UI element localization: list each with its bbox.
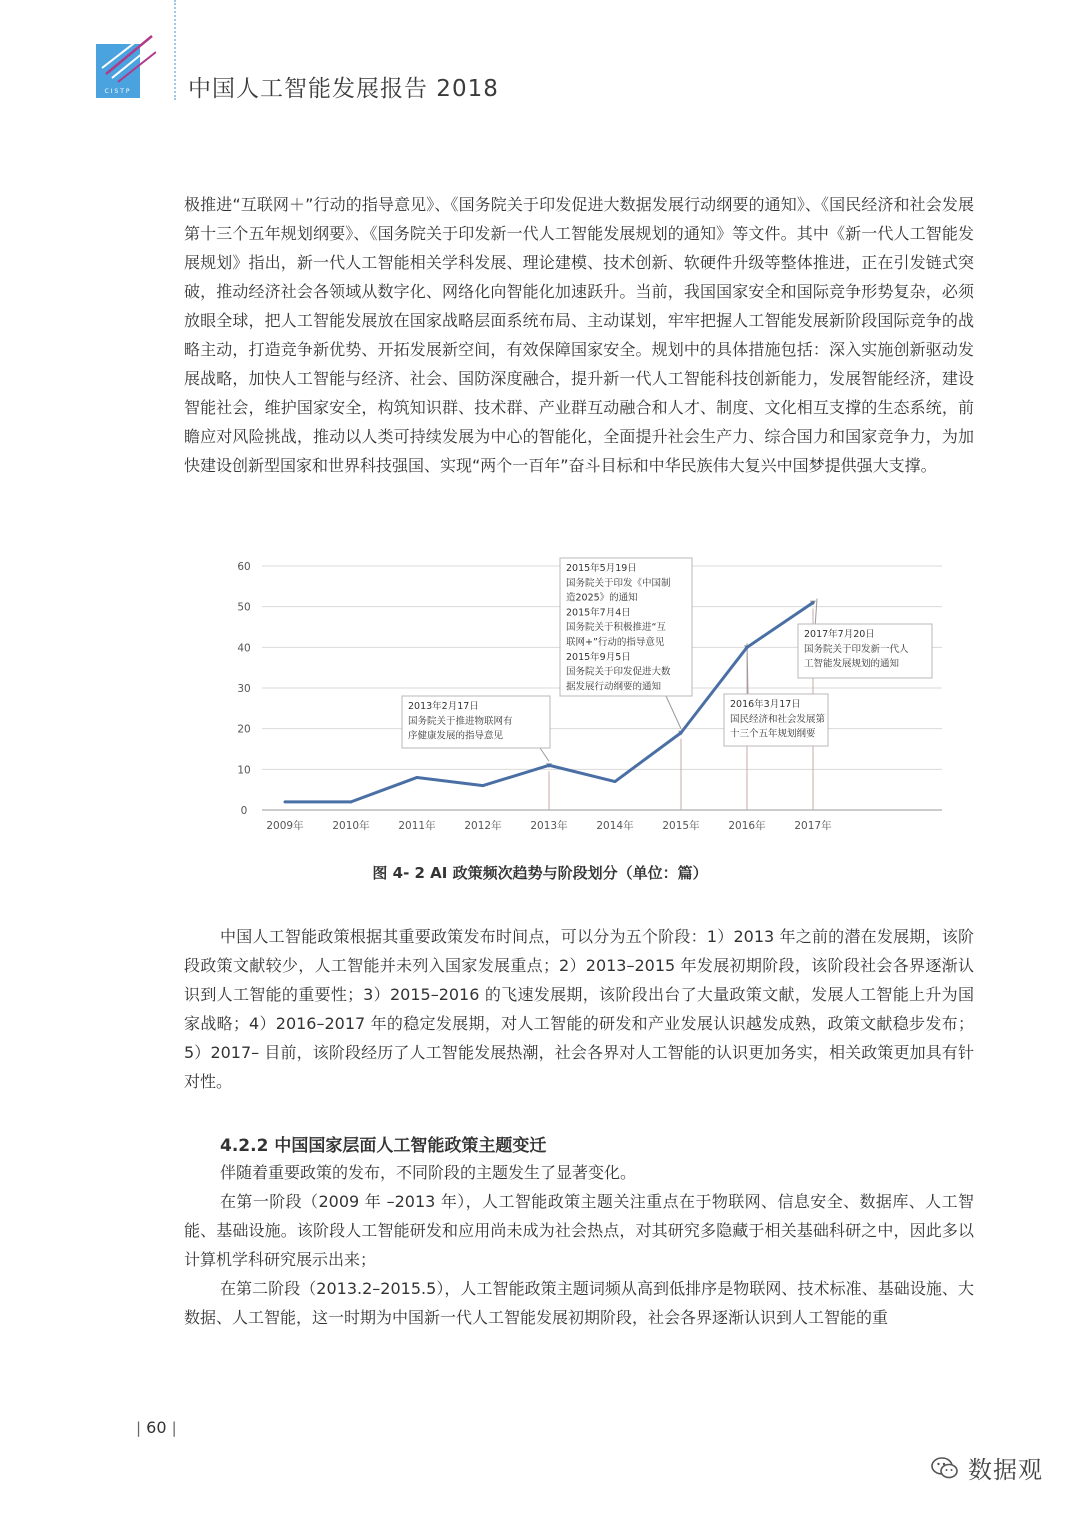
- annotation-text: 国务院关于印发促进大数: [566, 666, 671, 678]
- chart-svg: [222, 552, 962, 842]
- data-point: [350, 800, 353, 803]
- data-point: [284, 800, 287, 803]
- body-paragraph-3a: 伴随着重要政策的发布，不同阶段的主题发生了显著变化。: [220, 1163, 637, 1182]
- header-divider: [174, 0, 176, 100]
- logo-text: CISTP: [104, 88, 132, 95]
- annotation-text: 2015年9月5日: [566, 651, 631, 663]
- y-tick-label: 20: [237, 723, 251, 736]
- figure-caption: 图 4- 2 AI 政策频次趋势与阶段划分（单位：篇）: [372, 864, 708, 882]
- data-point: [416, 776, 419, 779]
- annotation-text: 2015年7月4日: [566, 607, 631, 619]
- body-paragraph-2: 中国人工智能政策根据其重要政策发布时间点，可以分为五个阶段：1）2013 年之前的潜在发展期，该阶段政策文献较少，人工智能并未列入国家发展重点；2）2013–2015 年发展初期阶段，该阶段社会各界逐渐认识到人工智能的重要性；3）2015–2016 的飞速发展期，该阶段出台了大量政策文献，发展人工智能上升为国家战略；4）2016–2017 年的稳定发展期，对人工智能的研发和产业发展认识越发成熟，政策文献稳步发布；5）2017– 目前，该阶段经历了人工智能发展热潮，社会各界对人工智能的认识更加务实，相关政策更加具有针对性。: [184, 927, 974, 1091]
- x-tick-label: 2012年: [464, 820, 502, 832]
- annotation-text: 2016年3月17日: [730, 699, 801, 710]
- annotation-text: 2013年2月17日: [408, 701, 479, 712]
- annotation-text: 2015年5月19日: [566, 563, 637, 574]
- annotation-text: 联网+”行动的指导意见: [566, 637, 665, 648]
- annotation-text: 造2025》的通知: [566, 592, 638, 604]
- x-tick-label: 2017年: [794, 820, 832, 832]
- page-number-bar-right: |: [171, 1419, 177, 1437]
- running-title: 中国人工智能发展报告 2018: [188, 76, 499, 102]
- data-point: [482, 784, 485, 787]
- annotation-text: 2017年7月20日: [804, 629, 875, 640]
- page-number: [136, 1418, 177, 1437]
- y-tick-label: 40: [237, 642, 251, 655]
- y-tick-label: 0: [240, 805, 248, 817]
- annotation-pointer: [540, 748, 549, 761]
- x-tick-label: 2010年: [332, 820, 370, 832]
- watermark-text: 数据观: [968, 1456, 1043, 1484]
- policy-frequency-chart: [222, 552, 962, 842]
- x-tick-label: 2015年: [662, 820, 700, 832]
- annotation-text: 十三个五年规划纲要: [730, 728, 816, 740]
- annotation-text: 工智能发展规划的通知: [804, 658, 900, 670]
- annotation-text: 国务院关于推进物联网有: [408, 715, 513, 727]
- data-point: [548, 764, 551, 767]
- watermark: [930, 1450, 1043, 1485]
- x-tick-label: 2009年: [266, 820, 304, 832]
- y-tick-label: 50: [237, 601, 251, 614]
- annotation-text: 国务院关于印发《中国制: [566, 577, 671, 589]
- annotation-text: 据发展行动纲要的通知: [566, 681, 662, 693]
- page-number-value: 60: [146, 1418, 167, 1437]
- y-tick-label: 60: [237, 561, 251, 573]
- annotation-text: 国务院关于印发新一代人: [804, 643, 909, 655]
- data-point: [746, 646, 749, 649]
- x-tick-label: 2014年: [596, 820, 634, 832]
- data-point: [614, 780, 617, 783]
- wechat-icon: [930, 1455, 960, 1481]
- page-number-bar-left: |: [136, 1419, 142, 1437]
- annotation-text: 序健康发展的指导意见: [408, 730, 504, 742]
- x-tick-label: 2016年: [728, 820, 766, 832]
- data-point: [812, 601, 815, 604]
- x-tick-label: 2011年: [398, 820, 436, 832]
- data-point: [680, 731, 683, 734]
- y-tick-label: 10: [237, 764, 251, 777]
- annotation-text: 国务院关于积极推进“互: [566, 622, 666, 634]
- body-paragraph-3b: 在第一阶段（2009 年 –2013 年），人工智能政策主题关注重点在于物联网、信息安全、数据库、人工智能、基础设施。该阶段人工智能研发和应用尚未成为社会热点，对其研究多隐藏于相关基础科研之中，因此多以计算机学科研究展示出来；: [184, 1192, 974, 1269]
- body-paragraph-3: [184, 1158, 974, 1332]
- body-paragraph-1: 极推进“互联网＋”行动的指导意见》、《国务院关于印发促进大数据发展行动纲要的通知》、《国民经济和社会发展第十三个五年规划纲要》、《国务院关于印发新一代人工智能发展规划的通知》等文件。其中《新一代人工智能发展规划》指出，新一代人工智能相关学科发展、理论建模、技术创新、软硬件升级等整体推进，正在引发链式突破，推动经济社会各领域从数字化、网络化向智能化加速跃升。当前，我国国家安全和国际竞争形势复杂，必须放眼全球，把人工智能发展放在国家战略层面系统布局、主动谋划，牢牢把握人工智能发展新阶段国际竞争的战略主动，打造竞争新优势、开拓发展新空间，有效保障国家安全。规划中的具体措施包括：深入实施创新驱动发展战略，加快人工智能与经济、社会、国防深度融合，提升新一代人工智能科技创新能力，发展智能经济，建设智能社会，维护国家安全，构筑知识群、技术群、产业群互动融合和人才、制度、文化相互支撑的生态系统，前瞻应对风险挑战，推动以人类可持续发展为中心的智能化，全面提升社会生产力、综合国力和国家竞争力，为加快建设创新型国家和世界科技强国、实现“两个一百年”奋斗目标和中华民族伟大复兴中国梦提供强大支撑。: [184, 195, 974, 475]
- annotation-text: 国民经济和社会发展第: [730, 713, 826, 725]
- x-tick-label: 2013年: [530, 820, 568, 832]
- section-heading: 4.2.2 中国国家层面人工智能政策主题变迁: [220, 1136, 547, 1156]
- y-tick-label: 30: [237, 683, 251, 695]
- body-paragraph-3c: 在第二阶段（2013.2–2015.5），人工智能政策主题词频从高到低排序是物联网、技术标准、基础设施、大数据、人工智能，这一时期为中国新一代人工智能发展初期阶段，社会各界逐渐认识到人工智能的重: [184, 1279, 974, 1327]
- annotation-pointer: [666, 696, 681, 729]
